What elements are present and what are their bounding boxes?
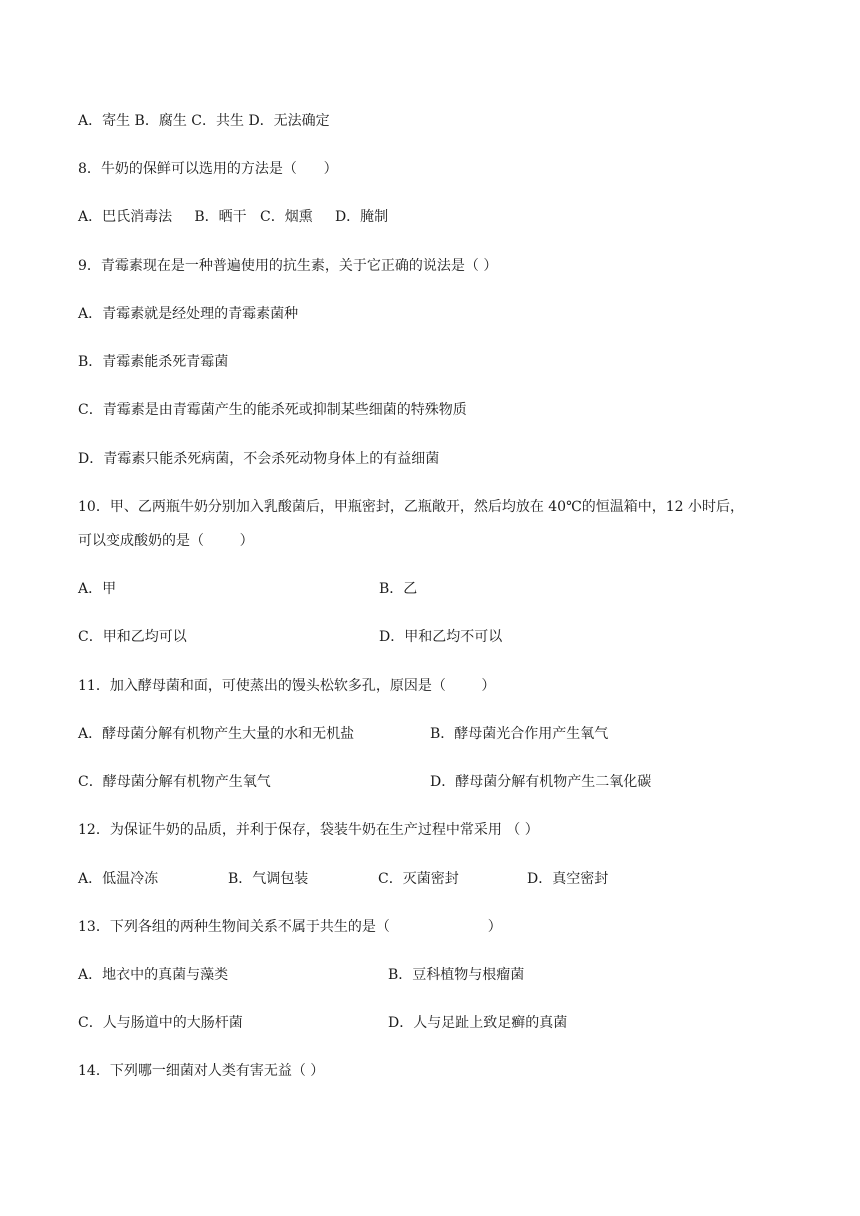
q8-options: A．巴氏消毒法 B．晒干 C．烟熏 D．腌制	[78, 209, 389, 225]
q9-option-c: C．青霉素是由青霉菌产生的能杀死或抑制某些细菌的特殊物质	[78, 402, 467, 418]
q9-option-b: B．青霉素能杀死青霉菌	[78, 354, 229, 370]
q13-option-c: C．人与肠道中的大肠杆菌	[78, 1015, 243, 1031]
q13-option-b: B．豆科植物与根瘤菌	[388, 967, 525, 983]
q10-option-d: D．甲和乙均不可以	[379, 629, 503, 645]
q13-option-d: D．人与足趾上致足癣的真菌	[388, 1015, 568, 1031]
q12-option-c: C．灭菌密封	[378, 871, 459, 887]
q11-stem: 11．加入酵母菌和面，可使蒸出的馒头松软多孔，原因是（ ）	[78, 678, 496, 694]
q9-option-a: A．青霉素就是经处理的青霉素菌种	[78, 306, 299, 322]
q10-option-a: A．甲	[78, 581, 117, 597]
q9-stem: 9．青霉素现在是一种普遍使用的抗生素，关于它正确的说法是（ ）	[78, 258, 498, 274]
q11-option-b: B．酵母菌光合作用产生氧气	[430, 726, 609, 742]
q12-option-d: D．真空密封	[527, 871, 609, 887]
q12-option-b: B．气调包装	[228, 871, 309, 887]
q7-options: A．寄生 B．腐生 C．共生 D．无法确定	[78, 113, 330, 129]
q12-option-a: A．低温冷冻	[78, 871, 159, 887]
q10-stem-line1: 10．甲、乙两瓶牛奶分别加入乳酸菌后，甲瓶密封，乙瓶敞开，然后均放在 40℃的恒温箱中，12 小时后，	[78, 499, 745, 515]
q10-stem-line2: 可以变成酸奶的是（ ）	[78, 533, 254, 549]
q10-option-c: C．甲和乙均可以	[78, 629, 187, 645]
q11-option-a: A．酵母菌分解有机物产生大量的水和无机盐	[78, 726, 355, 742]
q9-option-d: D．青霉素只能杀死病菌，不会杀死动物身体上的有益细菌	[78, 451, 440, 467]
q11-option-d: D．酵母菌分解有机物产生二氧化碳	[430, 774, 652, 790]
q12-stem: 12．为保证牛奶的品质，并利于保存，袋装牛奶在生产过程中常采用 （ ）	[78, 822, 539, 838]
q13-option-a: A．地衣中的真菌与藻类	[78, 967, 229, 983]
q14-stem: 14．下列哪一细菌对人类有害无益（ ）	[78, 1063, 325, 1079]
q8-stem: 8．牛奶的保鲜可以选用的方法是（ ）	[78, 161, 338, 177]
q13-stem: 13．下列各组的两种生物间关系不属于共生的是（ ）	[78, 919, 502, 935]
q11-option-c: C．酵母菌分解有机物产生氧气	[78, 774, 271, 790]
q10-option-b: B．乙	[379, 581, 418, 597]
